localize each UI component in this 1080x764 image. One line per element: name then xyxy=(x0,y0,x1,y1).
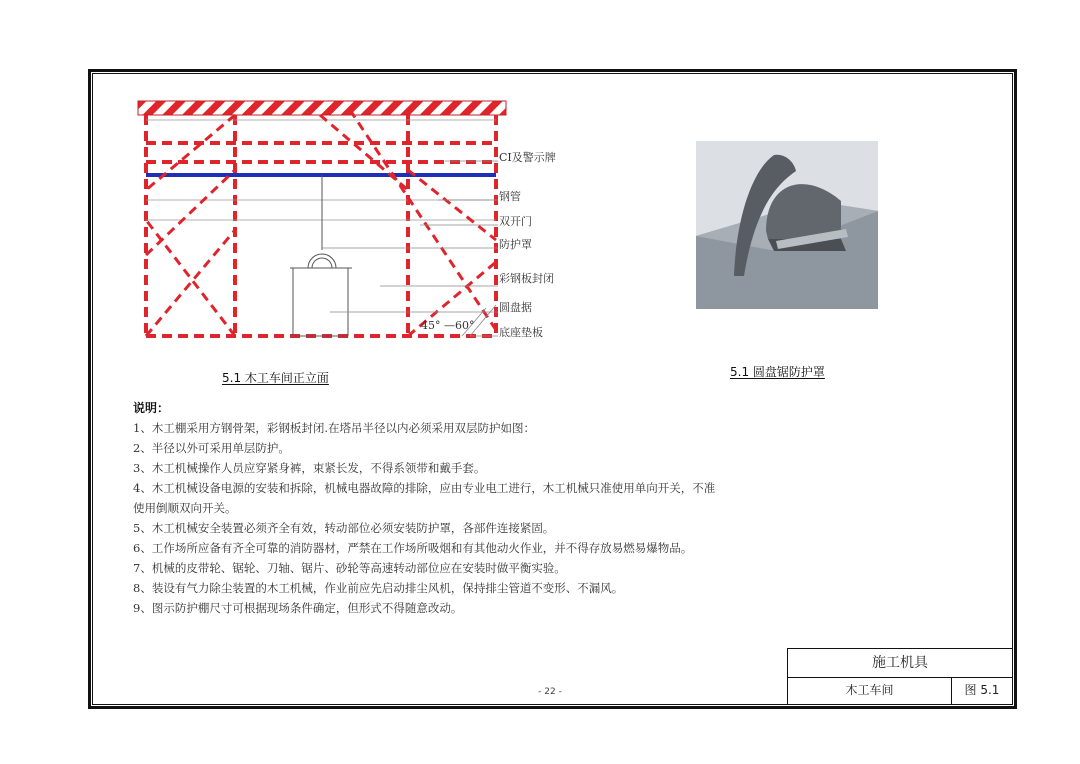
callout-circular-saw: 圆盘据 xyxy=(499,301,532,314)
title-block-figure-number: 图 5.1 xyxy=(964,683,1000,697)
callout-color-steel: 彩钢板封闭 xyxy=(499,272,554,285)
note-item: 6、工作场所应备有齐全可靠的消防器材，严禁在工作场所吸烟和有其他动火作业，并不得存放易燃易爆物品。 xyxy=(133,541,693,555)
note-item: 4、木工机械设备电源的安装和拆除，机械电器故障的排除，应由专业电工进行，木工机械只准使用单向开关，不准使用倒顺双向开关。 xyxy=(133,481,716,515)
note-item: 8、装设有气力除尘装置的木工机械，作业前应先启动排尘风机，保持排尘管道不变形、不漏风。 xyxy=(133,581,624,595)
title-block-category: 施工机具 xyxy=(788,649,1012,678)
frame-posts xyxy=(146,115,496,336)
note-item: 9、图示防护棚尺寸可根据现场条件确定，但形式不得随意改动。 xyxy=(133,601,463,615)
elevation-caption: 5.1 木工车间正立面 xyxy=(222,371,329,385)
note-item: 2、半径以外可采用单层防护。 xyxy=(133,441,290,455)
callout-ci-sign: CI及警示牌 xyxy=(499,151,556,164)
note-item: 5、木工机械安全装置必须齐全有效，转动部位必须安装防护罩，各部件连接紧固。 xyxy=(133,521,555,535)
title-block xyxy=(787,648,1013,705)
photo-caption: 5.1 圆盘锯防护罩 xyxy=(730,365,825,379)
page-number: - 22 - xyxy=(538,687,562,697)
note-item: 7、机械的皮带轮、锯轮、刀轴、锯片、砂轮等高速转动部位应在安装时做平衡实验。 xyxy=(133,561,566,575)
saw-guard-photo xyxy=(696,141,878,309)
callout-guard: 防护罩 xyxy=(499,238,532,251)
callout-steel-pipe: 钢管 xyxy=(499,190,521,203)
notes-title: 说明： xyxy=(133,401,170,415)
callout-double-door: 双开门 xyxy=(499,215,532,228)
note-item: 3、木工机械操作人员应穿紧身裤，束紧长发，不得系领带和戴手套。 xyxy=(133,461,486,475)
callout-base-plate: 底座垫板 xyxy=(499,326,543,339)
title-block-drawing-name: 木工车间 xyxy=(788,677,952,704)
angle-label: 45° —60° xyxy=(421,319,475,332)
roof-warning-band xyxy=(138,101,506,115)
note-item: 1、木工棚采用方钢骨架，彩钢板封闭.在塔吊半径以内必须采用双层防护如图： xyxy=(133,421,535,435)
notes-section xyxy=(133,398,723,618)
